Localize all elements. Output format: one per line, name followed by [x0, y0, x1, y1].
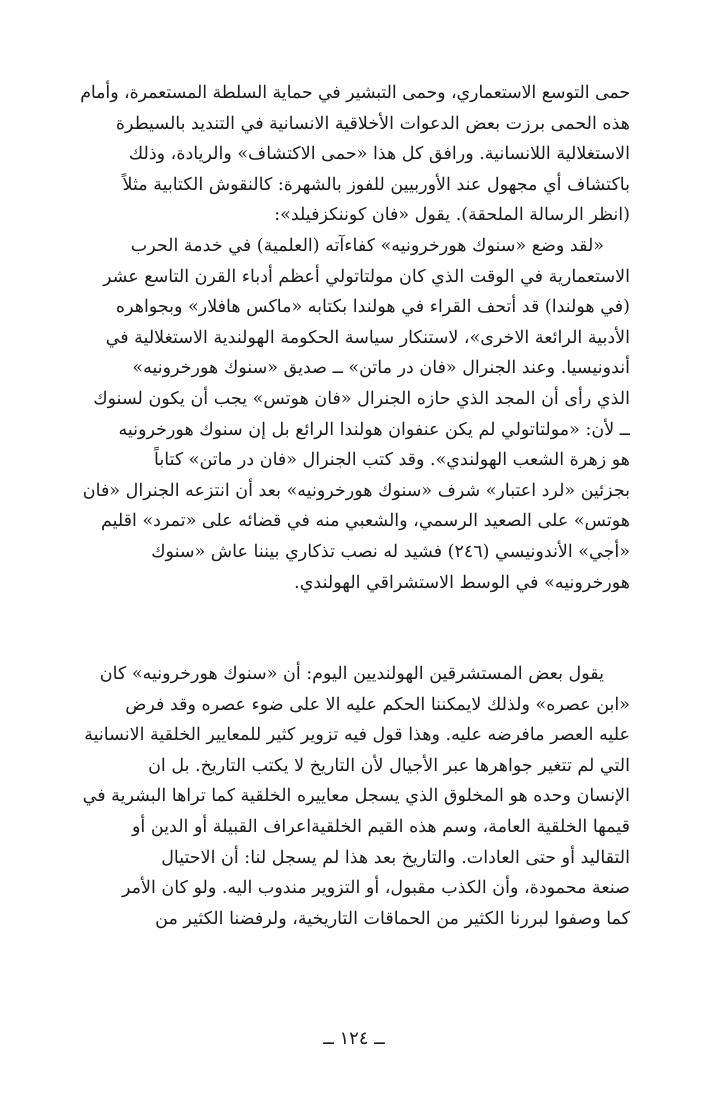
paragraph-2 — [74, 659, 630, 934]
text-line: حمى التوسع الاستعماري، وحمى التبشير في حماية السلطة المستعمرة، وأمام — [80, 83, 630, 103]
text-line: هوتس» على الصعيد الرسمي، والشعبي منه في قضائه على «تمرد» اقليم — [100, 511, 630, 532]
quote-start-line: «لقد وضع «سنوك هورخرونيه» كفاءآته (العلمية) في خدمة الحرب — [130, 235, 604, 256]
text-line: التي لم تتغير جواهرها عبر الأجيال لأن التاريخ لا يكتب التاريخ. بل ان — [148, 755, 630, 776]
text-line: الأدبية الرائعة الاخرى»، لاستنكار سياسة الحكومة الهولندية الاستغلالية في — [105, 327, 630, 348]
text-line: (في هولندا) قد أتحف القراء في هولندا بكتابه «ماكس هافلار» وبجواهره — [115, 297, 630, 318]
text-line: الذي رأى أن المجد الذي حازه الجنرال «فان هوتس» يجب أن يكون لسنوك — [93, 388, 630, 409]
text-line: باكتشاف أي مجهول عند الأوربيين للفوز بالشهرة: كالنقوش الكتابية مثلاً — [122, 174, 630, 195]
text-line: هورخرونيه» في الوسط الاستشراقي الهولندي. — [294, 572, 630, 593]
text-line: «ابن عصره» ولذلك لايمكننا الحكم عليه الا على ضوء عصره وقد فرض — [125, 694, 630, 715]
text-line: عليه العصر مافرضه عليه. وهذا قول فيه تزوير كثير للمعايير الخلقية الانسانية — [84, 725, 630, 746]
text-line: بجزئين «لرد اعتبار» شرف «سنوك هورخرونيه» بعد أن انتزعه الجنرال «فان — [82, 480, 630, 501]
text-line: هذه الحمى برزت بعض الدعوات الأخلاقية الانسانية في التنديد بالسيطرة — [115, 113, 630, 134]
text-line: قيمها الخلقية العامة، وسم هذه القيم الخلقيةاعراف القبيلة أو الدين أو — [131, 816, 630, 837]
text-line: هو زهرة الشعب الهولندي». وقد كتب الجنرال «فان در ماتن» كتاباً — [154, 450, 630, 471]
text-line: الاستعمارية في الوقت الذي كان مولتاتولي أعظم أدباء القرن التاسع عشر — [103, 266, 630, 287]
text-line: «أجي» الأندونيسي (٢٤٦) فشيد له نصب تذكاري بيننا عاش «سنوك — [151, 541, 630, 562]
paragraph-1 — [74, 78, 630, 598]
text-line: الاستغلالية اللانسانية. ورافق كل هذا «حمى الاكتشاف» والريادة، وذلك — [128, 144, 630, 165]
text-line: أندونيسيا. وعند الجنرال «فان در ماتن» ــ صديق «سنوك هورخرونيه» — [132, 358, 630, 379]
text-line: الإنسان وحده هو المخلوق الذي يسجل معاييره الخلقية كما تراها البشرية في — [82, 786, 630, 807]
text-line: ــ لأن: «مولتاتولي لم يكن عنفوان هولندا الرائع بل إن سنوك هورخرونيه — [118, 419, 630, 440]
text-line: صنعة محمودة، وأن الكذب مقبول، أو التزوير مندوب اليه. ولو كان الأمر — [121, 878, 630, 899]
text-line: التقاليد أو حتى العادات. والتاريخ بعد هذا لم يسجل لنا: أن الاحتيال — [161, 847, 630, 868]
text-line: (انظر الرسالة الملحقة). يقول «فان كوننكزفيلد»: — [274, 205, 630, 226]
text-line: كما وصفوا لبررنا الكثير من الحماقات التاريخية، ولرفضنا الكثير من — [155, 908, 630, 929]
page-number: ــ ١٢٤ ــ — [323, 1028, 385, 1049]
paragraph-start-line: يقول بعض المستشرقين الهولنديين اليوم: أن «سنوك هورخرونيه» كان — [99, 664, 604, 684]
